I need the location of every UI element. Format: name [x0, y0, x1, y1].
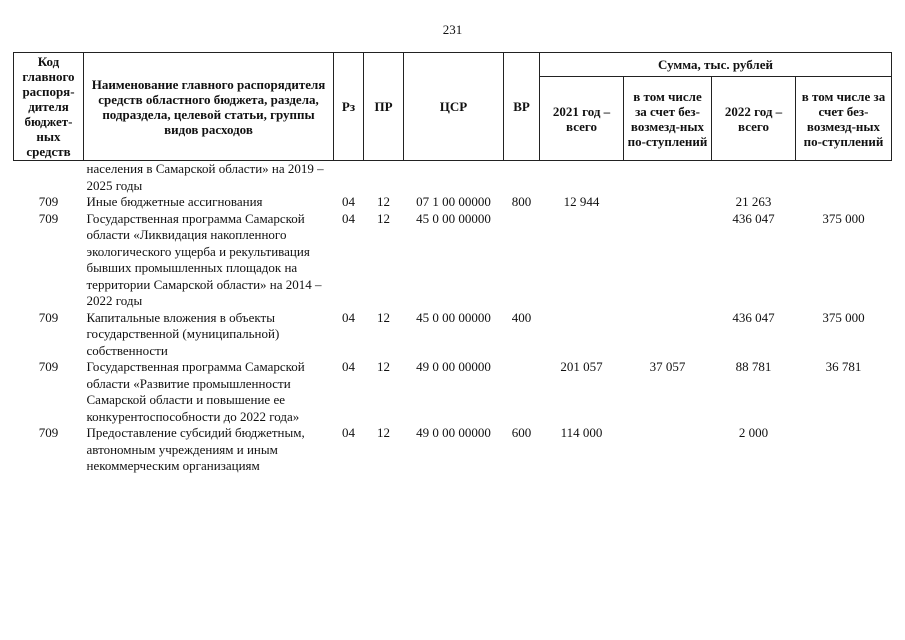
cell-pr: 12	[377, 309, 390, 325]
cell-2022-total: 2 000	[738, 425, 769, 440]
cell-vr: 600	[511, 425, 532, 440]
cell-code: 709	[38, 359, 59, 374]
cell-2021-total	[540, 161, 624, 195]
header-2022-free: в том числе за счет без-возмезд-ных по-ступлений	[796, 77, 892, 161]
cell-2022-total	[712, 161, 796, 195]
cell-2022-free	[796, 425, 892, 475]
header-pr: ПР	[364, 53, 404, 161]
table-body	[14, 161, 892, 475]
header-2022-total: 2022 год – всего	[712, 77, 796, 161]
cell-vr: 800	[511, 194, 532, 209]
header-rz: Рз	[334, 53, 364, 161]
header-sum: Сумма, тыс. рублей	[540, 53, 892, 77]
cell-2022-free: 36 781	[825, 359, 862, 374]
cell-rz: 04	[342, 210, 355, 226]
table-row	[14, 425, 892, 475]
cell-csr: 49 0 00 00000	[416, 359, 491, 374]
header-code: Код главного распоря-дителя бюджет-ных средств	[14, 53, 84, 161]
table-header	[14, 53, 892, 161]
cell-2021-free	[624, 211, 712, 310]
cell-code: 709	[38, 194, 59, 209]
cell-vr: 400	[511, 309, 532, 325]
cell-rz: 04	[342, 309, 355, 325]
cell-2021-total: 12 944	[563, 194, 600, 209]
cell-code	[14, 161, 84, 195]
cell-rz: 04	[342, 194, 355, 209]
cell-pr: 12	[377, 210, 390, 226]
cell-pr	[364, 161, 404, 195]
cell-rz: 04	[342, 425, 355, 440]
header-2021-total: 2021 год – всего	[540, 77, 624, 161]
cell-2021-total	[540, 211, 624, 310]
cell-2021-total: 114 000	[560, 425, 603, 440]
cell-2022-free: 375 000	[822, 210, 865, 226]
cell-2022-free	[796, 161, 892, 195]
cell-csr: 45 0 00 00000	[416, 210, 491, 226]
budget-table	[13, 52, 892, 475]
cell-csr: 49 0 00 00000	[416, 425, 491, 440]
cell-2021-free	[624, 425, 712, 475]
cell-csr: 07 1 00 00000	[416, 194, 491, 209]
cell-name: Иные бюджетные ассигнования	[86, 194, 263, 209]
cell-pr: 12	[377, 194, 390, 209]
header-vr: ВР	[504, 53, 540, 161]
table-row	[14, 194, 892, 211]
cell-pr: 12	[377, 425, 390, 440]
cell-2022-total: 88 781	[735, 359, 772, 374]
cell-name: Государственная программа Самарской области «Ликвидация накопленного экологического ущерба и рекультивация бывших промышленных площадок на территории Самарской области» на 2014 – 2022 годы	[86, 210, 322, 308]
cell-code: 709	[38, 425, 59, 440]
table-row	[14, 211, 892, 310]
cell-name: Предоставление субсидий бюджетным, автономным учреждениям и иным некоммерческим организациям	[86, 425, 305, 473]
table-row	[14, 310, 892, 360]
cell-2022-free	[796, 194, 892, 211]
cell-name: Капитальные вложения в объекты государственной (муниципальной) собственности	[86, 309, 280, 358]
cell-2022-total: 436 047	[732, 309, 775, 325]
cell-2022-total: 21 263	[735, 194, 772, 209]
cell-2021-total	[540, 310, 624, 360]
cell-name: Государственная программа Самарской области «Развитие промышленности Самарской области и повышение ее конкурентоспособности до 2022 года»	[86, 359, 305, 424]
cell-2021-total: 201 057	[560, 359, 603, 374]
page-number: 231	[442, 22, 463, 37]
cell-2021-free	[624, 310, 712, 360]
cell-rz	[334, 161, 364, 195]
header-2021-free: в том числе за счет без-возмезд-ных по-ступлений	[624, 77, 712, 161]
cell-vr	[504, 211, 540, 310]
cell-name: населения в Самарской области» на 2019 – 2025 годы	[86, 161, 324, 193]
cell-csr: 45 0 00 00000	[416, 309, 491, 325]
cell-2022-free: 375 000	[822, 309, 865, 325]
header-csr: ЦСР	[404, 53, 504, 161]
table-row	[14, 161, 892, 195]
cell-csr	[404, 161, 504, 195]
table-row	[14, 359, 892, 425]
header-name: Наименование главного распорядителя средств областного бюджета, раздела, подраздела, целевой статьи, группы видов расходов	[84, 53, 334, 161]
cell-2021-free	[624, 194, 712, 211]
cell-vr	[504, 359, 540, 425]
cell-vr	[504, 161, 540, 195]
cell-code: 709	[38, 309, 59, 325]
cell-2021-free	[624, 161, 712, 195]
cell-rz: 04	[342, 359, 355, 374]
cell-pr: 12	[377, 359, 390, 374]
cell-code: 709	[38, 210, 59, 226]
cell-2022-total: 436 047	[732, 210, 775, 226]
cell-2021-free: 37 057	[649, 359, 686, 374]
